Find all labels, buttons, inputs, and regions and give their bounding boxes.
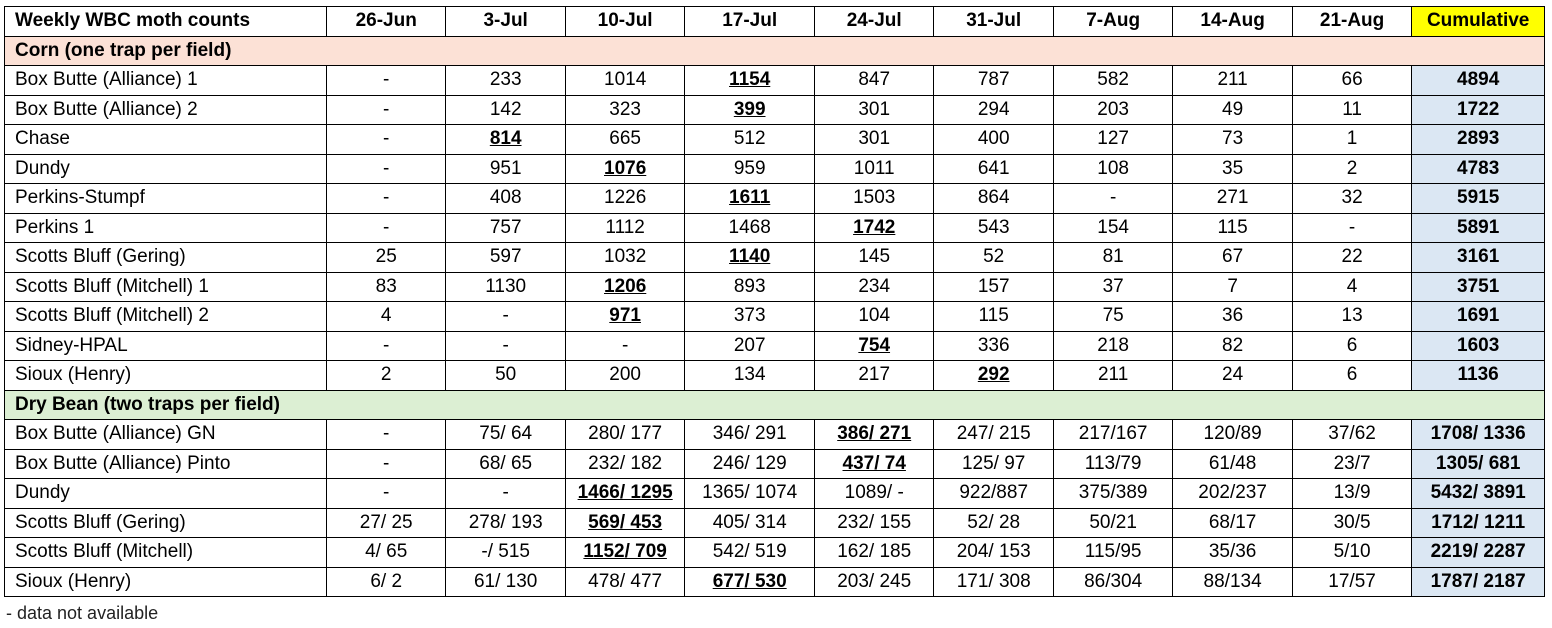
count-cell: 200: [565, 361, 684, 391]
count-cell: 400: [934, 125, 1053, 155]
count-cell: 203: [1053, 95, 1172, 125]
count-cell: 301: [814, 125, 933, 155]
count-cell: 280/ 177: [565, 420, 684, 450]
count-cell: 171/ 308: [934, 567, 1053, 597]
header-date: 3-Jul: [446, 7, 565, 37]
location-name: Dundy: [5, 154, 327, 184]
count-cell: -: [326, 154, 445, 184]
count-cell: -: [326, 95, 445, 125]
count-cell: -: [326, 125, 445, 155]
count-cell: 52: [934, 243, 1053, 273]
location-name: Scotts Bluff (Gering): [5, 243, 327, 273]
count-cell: 75: [1053, 302, 1172, 332]
count-cell: -: [1053, 184, 1172, 214]
count-cell: 66: [1292, 66, 1411, 96]
table-wrapper: [4, 6, 1545, 597]
cumulative-cell: 4783: [1412, 154, 1545, 184]
cumulative-cell: 1712/ 1211: [1412, 508, 1545, 538]
count-cell: 73: [1173, 125, 1292, 155]
peak-count-cell: 1206: [565, 272, 684, 302]
count-cell: 154: [1053, 213, 1172, 243]
count-cell: 542/ 519: [685, 538, 815, 568]
count-cell: 22: [1292, 243, 1411, 273]
count-cell: 82: [1173, 331, 1292, 361]
location-name: Box Butte (Alliance) GN: [5, 420, 327, 450]
header-date: 31-Jul: [934, 7, 1053, 37]
table-row: [5, 184, 1545, 214]
section-title: Corn (one trap per field): [5, 36, 1545, 66]
table-row: [5, 302, 1545, 332]
table-row: [5, 479, 1545, 509]
cumulative-cell: 5915: [1412, 184, 1545, 214]
count-cell: 543: [934, 213, 1053, 243]
count-cell: 23/7: [1292, 449, 1411, 479]
count-cell: 218: [1053, 331, 1172, 361]
count-cell: -: [446, 302, 565, 332]
count-cell: -: [1292, 213, 1411, 243]
count-cell: 757: [446, 213, 565, 243]
table-row: [5, 361, 1545, 391]
header-date: 17-Jul: [685, 7, 815, 37]
count-cell: 6: [1292, 331, 1411, 361]
header-date: 26-Jun: [326, 7, 445, 37]
count-cell: 246/ 129: [685, 449, 815, 479]
table-row: [5, 213, 1545, 243]
count-cell: 4: [326, 302, 445, 332]
count-cell: 1: [1292, 125, 1411, 155]
count-cell: 951: [446, 154, 565, 184]
cumulative-cell: 1305/ 681: [1412, 449, 1545, 479]
count-cell: 959: [685, 154, 815, 184]
count-cell: 4/ 65: [326, 538, 445, 568]
count-cell: 134: [685, 361, 815, 391]
count-cell: 6/ 2: [326, 567, 445, 597]
count-cell: 157: [934, 272, 1053, 302]
count-cell: 203/ 245: [814, 567, 933, 597]
location-name: Box Butte (Alliance) Pinto: [5, 449, 327, 479]
count-cell: 1112: [565, 213, 684, 243]
count-cell: 35/36: [1173, 538, 1292, 568]
count-cell: 1130: [446, 272, 565, 302]
table-row: [5, 154, 1545, 184]
count-cell: 68/ 65: [446, 449, 565, 479]
count-cell: 211: [1173, 66, 1292, 96]
count-cell: 1014: [565, 66, 684, 96]
peak-count-cell: 1140: [685, 243, 815, 273]
count-cell: 373: [685, 302, 815, 332]
peak-count-cell: 814: [446, 125, 565, 155]
count-cell: 478/ 477: [565, 567, 684, 597]
count-cell: 25: [326, 243, 445, 273]
count-cell: 83: [326, 272, 445, 302]
count-cell: -: [326, 479, 445, 509]
count-cell: 1089/ -: [814, 479, 933, 509]
count-cell: 211: [1053, 361, 1172, 391]
cumulative-cell: 5891: [1412, 213, 1545, 243]
table-row: [5, 449, 1545, 479]
cumulative-cell: 5432/ 3891: [1412, 479, 1545, 509]
count-cell: 50/21: [1053, 508, 1172, 538]
count-cell: 115/95: [1053, 538, 1172, 568]
header-date: 10-Jul: [565, 7, 684, 37]
location-name: Sioux (Henry): [5, 361, 327, 391]
table-row: [5, 243, 1545, 273]
count-cell: 61/ 130: [446, 567, 565, 597]
count-cell: 35: [1173, 154, 1292, 184]
table-row: [5, 508, 1545, 538]
count-cell: -/ 515: [446, 538, 565, 568]
cumulative-cell: 1722: [1412, 95, 1545, 125]
location-name: Scotts Bluff (Gering): [5, 508, 327, 538]
header-date: 14-Aug: [1173, 7, 1292, 37]
cumulative-cell: 2893: [1412, 125, 1545, 155]
count-cell: 665: [565, 125, 684, 155]
count-cell: 142: [446, 95, 565, 125]
count-cell: 13/9: [1292, 479, 1411, 509]
count-cell: 847: [814, 66, 933, 96]
peak-count-cell: 437/ 74: [814, 449, 933, 479]
table-body: [5, 36, 1545, 597]
cumulative-cell: 3161: [1412, 243, 1545, 273]
location-name: Sidney-HPAL: [5, 331, 327, 361]
count-cell: 50: [446, 361, 565, 391]
count-cell: 17/57: [1292, 567, 1411, 597]
peak-count-cell: 399: [685, 95, 815, 125]
count-cell: 104: [814, 302, 933, 332]
count-cell: 49: [1173, 95, 1292, 125]
count-cell: 204/ 153: [934, 538, 1053, 568]
count-cell: 641: [934, 154, 1053, 184]
header-cumulative: Cumulative: [1412, 7, 1545, 37]
location-name: Chase: [5, 125, 327, 155]
count-cell: -: [446, 479, 565, 509]
count-cell: 278/ 193: [446, 508, 565, 538]
peak-count-cell: 1611: [685, 184, 815, 214]
count-cell: 127: [1053, 125, 1172, 155]
count-cell: 1365/ 1074: [685, 479, 815, 509]
count-cell: -: [326, 449, 445, 479]
table-row: [5, 66, 1545, 96]
header-row: [5, 7, 1545, 37]
count-cell: 67: [1173, 243, 1292, 273]
cumulative-cell: 3751: [1412, 272, 1545, 302]
count-cell: 247/ 215: [934, 420, 1053, 450]
cumulative-cell: 4894: [1412, 66, 1545, 96]
count-cell: 162/ 185: [814, 538, 933, 568]
count-cell: 217: [814, 361, 933, 391]
cumulative-cell: 2219/ 2287: [1412, 538, 1545, 568]
peak-count-cell: 292: [934, 361, 1053, 391]
count-cell: 294: [934, 95, 1053, 125]
count-cell: 864: [934, 184, 1053, 214]
location-name: Scotts Bluff (Mitchell): [5, 538, 327, 568]
count-cell: 375/389: [1053, 479, 1172, 509]
peak-count-cell: 1154: [685, 66, 815, 96]
count-cell: 2: [1292, 154, 1411, 184]
count-cell: 86/304: [1053, 567, 1172, 597]
peak-count-cell: 754: [814, 331, 933, 361]
header-date: 7-Aug: [1053, 7, 1172, 37]
count-cell: -: [326, 420, 445, 450]
count-cell: 346/ 291: [685, 420, 815, 450]
table-row: [5, 95, 1545, 125]
count-cell: 61/48: [1173, 449, 1292, 479]
table-row: [5, 272, 1545, 302]
count-cell: 336: [934, 331, 1053, 361]
location-name: Perkins 1: [5, 213, 327, 243]
count-cell: 217/167: [1053, 420, 1172, 450]
count-cell: 301: [814, 95, 933, 125]
count-cell: 145: [814, 243, 933, 273]
count-cell: 30/5: [1292, 508, 1411, 538]
count-cell: 202/237: [1173, 479, 1292, 509]
section-row-dry-bean: [5, 390, 1545, 420]
peak-count-cell: 677/ 530: [685, 567, 815, 597]
count-cell: 234: [814, 272, 933, 302]
count-cell: 1503: [814, 184, 933, 214]
count-cell: 4: [1292, 272, 1411, 302]
cumulative-cell: 1136: [1412, 361, 1545, 391]
count-cell: 232/ 155: [814, 508, 933, 538]
count-cell: 2: [326, 361, 445, 391]
count-cell: 233: [446, 66, 565, 96]
count-cell: 75/ 64: [446, 420, 565, 450]
count-cell: 512: [685, 125, 815, 155]
count-cell: 582: [1053, 66, 1172, 96]
location-name: Scotts Bluff (Mitchell) 1: [5, 272, 327, 302]
cumulative-cell: 1603: [1412, 331, 1545, 361]
count-cell: 13: [1292, 302, 1411, 332]
count-cell: 24: [1173, 361, 1292, 391]
table-row: [5, 538, 1545, 568]
table-row: [5, 567, 1545, 597]
peak-count-cell: 1152/ 709: [565, 538, 684, 568]
header-date: 24-Jul: [814, 7, 933, 37]
cumulative-cell: 1691: [1412, 302, 1545, 332]
count-cell: 27/ 25: [326, 508, 445, 538]
table-row: [5, 331, 1545, 361]
peak-count-cell: 971: [565, 302, 684, 332]
peak-count-cell: 1466/ 1295: [565, 479, 684, 509]
count-cell: 597: [446, 243, 565, 273]
count-cell: -: [326, 184, 445, 214]
count-cell: 37: [1053, 272, 1172, 302]
cumulative-cell: 1787/ 2187: [1412, 567, 1545, 597]
count-cell: 52/ 28: [934, 508, 1053, 538]
footnote: - data not available: [6, 603, 159, 623]
moth-count-table: [4, 6, 1545, 597]
header-label: Weekly WBC moth counts: [5, 7, 327, 37]
header-date: 21-Aug: [1292, 7, 1411, 37]
section-title: Dry Bean (two traps per field): [5, 390, 1545, 420]
count-cell: 1226: [565, 184, 684, 214]
count-cell: -: [326, 331, 445, 361]
count-cell: 113/79: [1053, 449, 1172, 479]
count-cell: 922/887: [934, 479, 1053, 509]
count-cell: -: [446, 331, 565, 361]
count-cell: 81: [1053, 243, 1172, 273]
location-name: Perkins-Stumpf: [5, 184, 327, 214]
count-cell: 7: [1173, 272, 1292, 302]
count-cell: 11: [1292, 95, 1411, 125]
count-cell: 36: [1173, 302, 1292, 332]
location-name: Box Butte (Alliance) 1: [5, 66, 327, 96]
count-cell: 323: [565, 95, 684, 125]
table-row: [5, 420, 1545, 450]
count-cell: 408: [446, 184, 565, 214]
location-name: Scotts Bluff (Mitchell) 2: [5, 302, 327, 332]
count-cell: -: [565, 331, 684, 361]
count-cell: 108: [1053, 154, 1172, 184]
peak-count-cell: 569/ 453: [565, 508, 684, 538]
count-cell: 115: [1173, 213, 1292, 243]
count-cell: 787: [934, 66, 1053, 96]
count-cell: 5/10: [1292, 538, 1411, 568]
count-cell: 68/17: [1173, 508, 1292, 538]
count-cell: 32: [1292, 184, 1411, 214]
section-row-corn: [5, 36, 1545, 66]
count-cell: 6: [1292, 361, 1411, 391]
count-cell: 37/62: [1292, 420, 1411, 450]
count-cell: -: [326, 66, 445, 96]
count-cell: 115: [934, 302, 1053, 332]
peak-count-cell: 386/ 271: [814, 420, 933, 450]
peak-count-cell: 1742: [814, 213, 933, 243]
count-cell: 1468: [685, 213, 815, 243]
location-name: Box Butte (Alliance) 2: [5, 95, 327, 125]
count-cell: 271: [1173, 184, 1292, 214]
table-row: [5, 125, 1545, 155]
location-name: Sioux (Henry): [5, 567, 327, 597]
count-cell: 120/89: [1173, 420, 1292, 450]
count-cell: 207: [685, 331, 815, 361]
count-cell: 405/ 314: [685, 508, 815, 538]
count-cell: 1032: [565, 243, 684, 273]
count-cell: -: [326, 213, 445, 243]
peak-count-cell: 1076: [565, 154, 684, 184]
count-cell: 1011: [814, 154, 933, 184]
count-cell: 125/ 97: [934, 449, 1053, 479]
count-cell: 88/134: [1173, 567, 1292, 597]
cumulative-cell: 1708/ 1336: [1412, 420, 1545, 450]
location-name: Dundy: [5, 479, 327, 509]
count-cell: 893: [685, 272, 815, 302]
count-cell: 232/ 182: [565, 449, 684, 479]
